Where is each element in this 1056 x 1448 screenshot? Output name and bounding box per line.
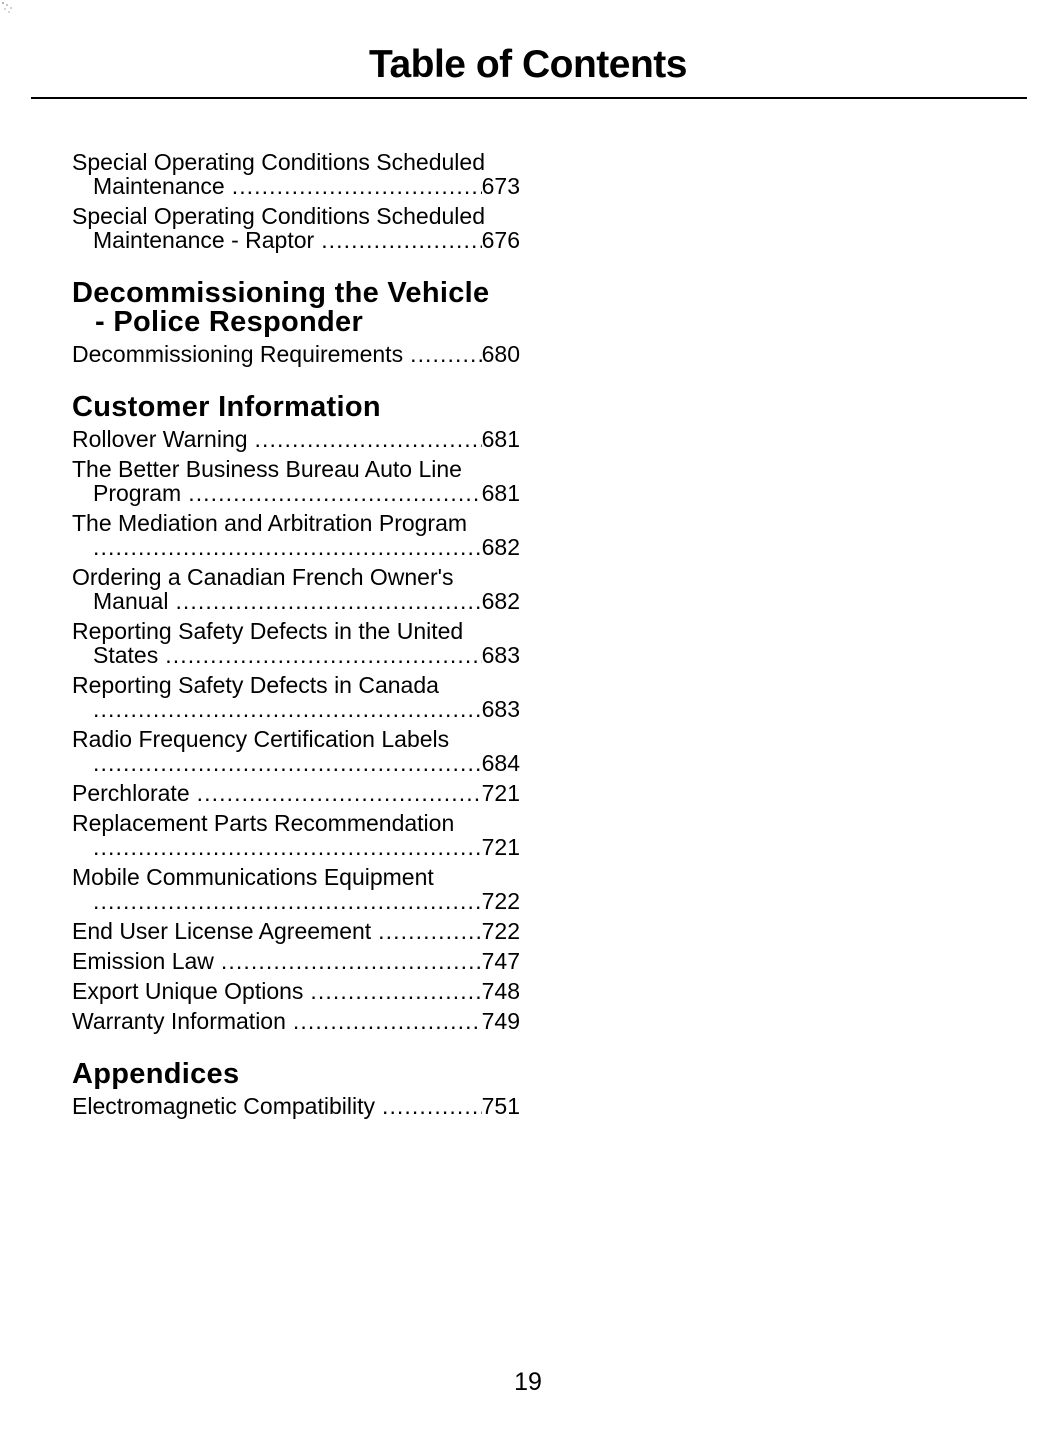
toc-page-number: 722 <box>481 918 520 944</box>
toc-entry-dot-line <box>72 781 520 805</box>
toc-page-number: 680 <box>481 341 520 367</box>
toc-entry <box>72 811 520 859</box>
section-heading-line: Customer Information <box>72 391 381 423</box>
toc-entry <box>72 919 520 943</box>
section-heading-line: Decommissioning the Vehicle <box>72 277 490 309</box>
toc-entry <box>72 781 520 805</box>
dot-leader <box>255 427 482 451</box>
dot-leader <box>93 835 482 859</box>
toc-page-number: 673 <box>481 173 520 199</box>
toc-section <box>72 1039 520 1124</box>
toc-entry-line-text: Perchlorate <box>72 780 190 806</box>
dot-leader <box>165 643 481 667</box>
toc-page-number: 681 <box>481 480 520 506</box>
toc-entry-dot-line <box>72 835 520 859</box>
toc-entry-line: The Mediation and Arbitration Program <box>72 510 468 536</box>
toc-page-number: 721 <box>481 780 520 806</box>
page-title: Table of Contents <box>369 43 687 86</box>
toc-entry <box>72 565 520 613</box>
toc-entry-dot-line <box>72 1009 520 1033</box>
scan-artifact-speckle <box>2 2 4 4</box>
toc-entry-dot-line <box>72 949 520 973</box>
toc-entry <box>72 727 520 775</box>
toc-page-number: 747 <box>481 948 520 974</box>
toc-entry-line-text: End User License Agreement <box>72 918 372 944</box>
toc-entry-dot-line <box>72 535 520 559</box>
toc-entry-dot-line <box>72 481 520 505</box>
toc-entry-line-text: Export Unique Options <box>72 978 304 1004</box>
toc-entry-dot-line <box>72 919 520 943</box>
toc-entry <box>72 511 520 559</box>
toc-entry-dot-line <box>72 174 520 198</box>
toc-entry-line: Radio Frequency Certification Labels <box>72 726 450 752</box>
toc-entry <box>72 1094 520 1118</box>
toc-entry-dot-line <box>72 1094 520 1118</box>
toc-entry-dot-line <box>72 228 520 252</box>
toc-entry <box>72 342 520 366</box>
toc-entry <box>72 865 520 913</box>
toc-entry-line-text: Warranty Information <box>72 1008 286 1034</box>
toc-entry <box>72 150 520 198</box>
toc-page-number: 748 <box>481 978 520 1004</box>
dot-leader <box>382 1094 482 1118</box>
toc-page-number: 751 <box>481 1093 520 1119</box>
dot-leader <box>410 342 482 366</box>
toc-entry-dot-line <box>72 342 520 366</box>
dot-leader <box>321 228 481 252</box>
toc-entry-dot-line <box>72 697 520 721</box>
toc-entry <box>72 979 520 1003</box>
toc-entry-line: Special Operating Conditions Scheduled <box>72 203 485 229</box>
dot-leader <box>188 481 481 505</box>
toc-entry-line: Ordering a Canadian French Owner's <box>72 564 454 590</box>
dot-leader <box>221 949 482 973</box>
toc-section <box>72 150 520 258</box>
toc-page-number: 721 <box>481 834 520 860</box>
toc-entry-dot-line <box>72 889 520 913</box>
toc-entry-dot-line <box>72 751 520 775</box>
toc-entry <box>72 949 520 973</box>
toc-entry-line-text: Program <box>93 480 182 506</box>
section-heading-line: Appendices <box>72 1058 240 1090</box>
section-heading <box>72 279 520 337</box>
dot-leader <box>175 589 481 613</box>
footer-page-number: 19 <box>514 1368 542 1396</box>
toc-page-number: 683 <box>481 642 520 668</box>
dot-leader <box>378 919 481 943</box>
toc-page-number: 749 <box>481 1008 520 1034</box>
section-heading <box>72 393 520 422</box>
toc-entry-dot-line <box>72 643 520 667</box>
title-divider-rule <box>31 97 1027 99</box>
toc-entry-line-text: Manual <box>93 588 169 614</box>
dot-leader <box>93 751 482 775</box>
dot-leader <box>310 979 481 1003</box>
toc-entry-line: Mobile Communications Equipment <box>72 864 434 890</box>
toc-page-number: 722 <box>481 888 520 914</box>
toc-entry-dot-line <box>72 589 520 613</box>
toc-entry <box>72 1009 520 1033</box>
toc-entry <box>72 427 520 451</box>
toc-entry-line: Special Operating Conditions Scheduled <box>72 149 485 175</box>
toc-entry-line-text: Decommissioning Requirements <box>72 341 404 367</box>
dot-leader <box>197 781 482 805</box>
toc-entry-line-text: Rollover Warning <box>72 426 248 452</box>
toc-entry-line: Reporting Safety Defects in the United <box>72 618 464 644</box>
dot-leader <box>293 1009 482 1033</box>
toc-page-number: 676 <box>481 227 520 253</box>
section-heading <box>72 1060 520 1089</box>
toc-sections <box>72 150 520 1124</box>
toc-entry <box>72 673 520 721</box>
dot-leader <box>93 535 482 559</box>
toc-entry <box>72 619 520 667</box>
toc-entry-line-text: Emission Law <box>72 948 214 974</box>
toc-page-number: 681 <box>481 426 520 452</box>
toc-page-number: 684 <box>481 750 520 776</box>
toc-entry-line-text: Maintenance <box>93 173 225 199</box>
toc-entry <box>72 204 520 252</box>
toc-entry-line-text: Electromagnetic Compatibility <box>72 1093 375 1119</box>
toc-entry-line: The Better Business Bureau Auto Line <box>72 456 462 482</box>
toc-page-number: 683 <box>481 696 520 722</box>
toc-page-number: 682 <box>481 588 520 614</box>
dot-leader <box>93 889 482 913</box>
toc-entry-line-text: States <box>93 642 159 668</box>
toc-entry-dot-line <box>72 427 520 451</box>
dot-leader <box>93 697 482 721</box>
toc-entry-line: Reporting Safety Defects in Canada <box>72 672 439 698</box>
toc-entry-line: Replacement Parts Recommendation <box>72 810 455 836</box>
toc-section <box>72 258 520 372</box>
toc-entry <box>72 457 520 505</box>
toc-entry-dot-line <box>72 979 520 1003</box>
toc-page-number: 682 <box>481 534 520 560</box>
toc-section <box>72 372 520 1039</box>
section-heading-line: - Police Responder <box>95 306 364 338</box>
toc-entry-line-text: Maintenance - Raptor <box>93 227 315 253</box>
dot-leader <box>232 174 482 198</box>
